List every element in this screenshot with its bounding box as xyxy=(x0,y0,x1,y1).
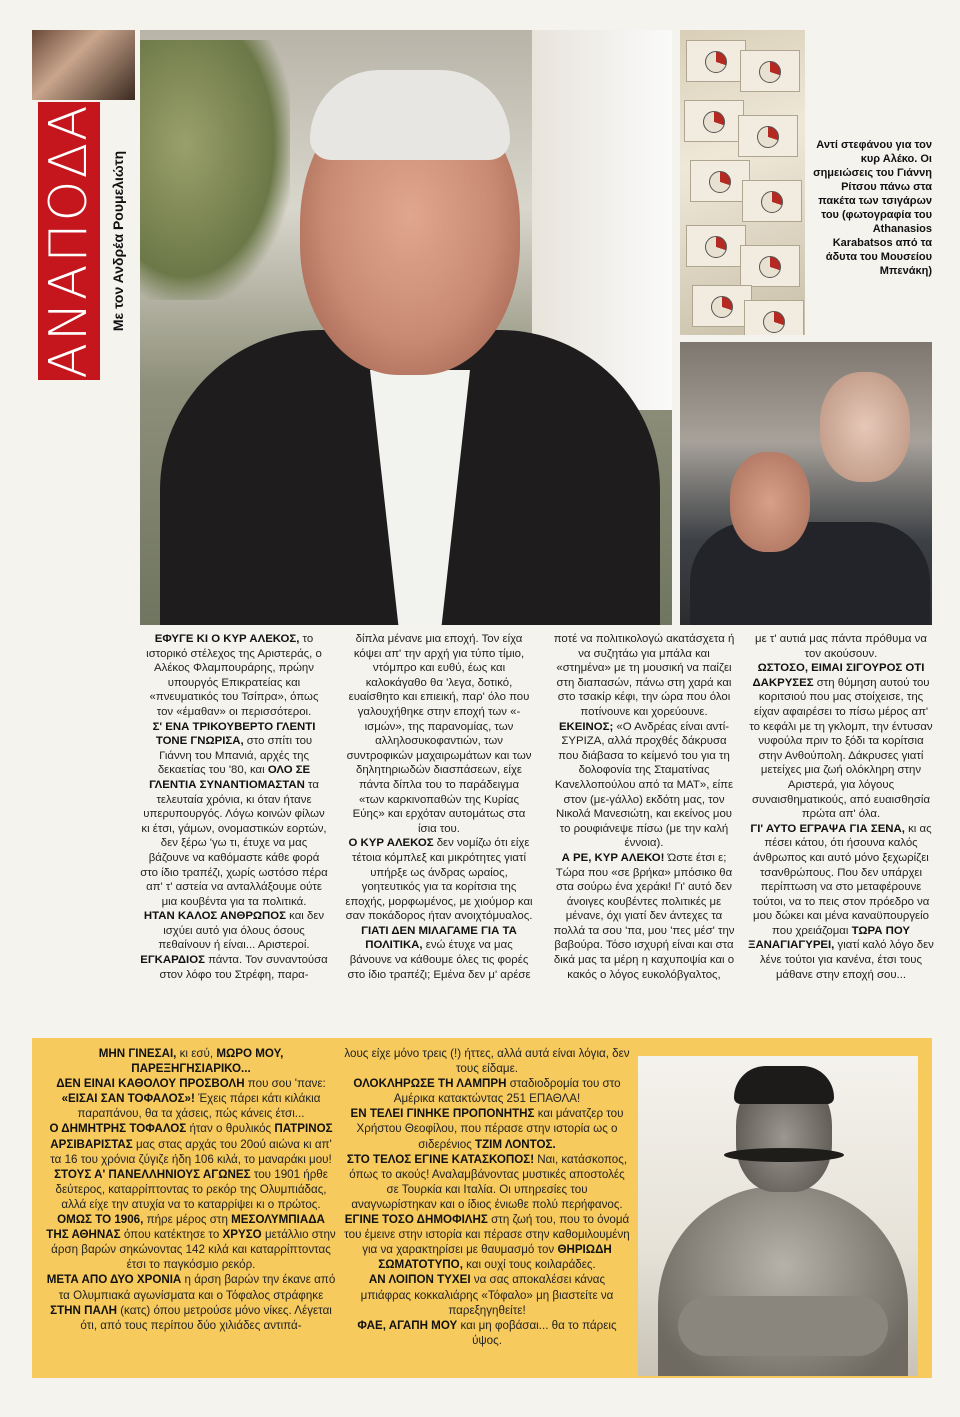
section-title: ΑΝΑΠΟΔΑ xyxy=(39,103,99,379)
article-column-2: δίπλα μένανε μια εποχή. Τον είχα κόψει απ' την αρχή για τύπο τίμιο, ντόμπρο και ευθύ, έως και καλοκάγαθο θα 'λεγα, δοτικό, ευαίσθητο και επιεική, παρ' όλο που γαλουχήθηκε στην εποχή των «-ισμών», της παρανομίας, των αλληλοσυκοφαντιών, των συντροφικών μαχαιρωμάτων και των δηλητηριωδών διασπάσεων, είχε πάντα δίπλα του το παράδειγμα «των καρκινοπαθών της Κυρίας Εύης» και ερχόταν αυτομάτως στα ίσια του. Ο ΚΥΡ ΑΛΕΚΟΣ δεν νομίζω ότι είχε τέτοια κόμπλεξ και μικρότητες γιατί υπήρξε ως άνδρας ωραίος, γοητευτικός για τα κορίτσια της εποχής, μορφωμένος, με χιούμορ και σαν ποκάδορος ήταν ανοιχτόμυαλος. ΓΙΑΤΙ ΔΕΝ ΜΙΛΑΓΑΜΕ ΓΙΑ ΤΑ ΠΟΛΙΤΙΚΑ, ενώ έτυχε να μας βάνουνε να κάθουμε όλες τις φορές στο ίδιο τραπέζι; Εμένα δεν μ' αρέσε xyxy=(345,633,533,981)
tofalos-photo xyxy=(638,1056,918,1376)
box-column-1: ΜΗΝ ΓΙΝΕΣΑΙ, κι εσύ, ΜΩΡΟ ΜΟΥ, ΠΑΡΕΞΗΓΗΣΙΑΡΙΚΟ... ΔΕΝ ΕΙΝΑΙ ΚΑΘΟΛΟΥ ΠΡΟΣΒΟΛΗ που σου 'πανε: «ΕΙΣΑΙ ΣΑΝ ΤΟΦΑΛΟΣ»! Έχεις πάρει κάτι κιλάκια παραπάνου, θα τα χάσεις, πώς κάνεις έτσι... Ο ΔΗΜΗΤΡΗΣ ΤΟΦΑΛΟΣ ήταν ο θρυλικός ΠΑΤΡΙΝΟΣ ΑΡΣΙΒΑΡΙΣΤΑΣ μας στας αρχάς του 20ού αιώνα κι απ' τα 16 του χρόνια ζύγιζε ήδη 106 κιλά, το μαναράκι μου! ΣΤΟΥΣ Α' ΠΑΝΕΛΛΗΝΙΟΥΣ ΑΓΩΝΕΣ του 1901 ήρθε δεύτερος, καταρρίπτοντας το ρεκόρ της Ολυμπιάδας, αλλά είχε την ατυχία να το καταρρίψει κι ο πρώτος. ΟΜΩΣ ΤΟ 1906, πήρε μέρος στη ΜΕΣΟΛΥΜΠΙΑΔΑ ΤΗΣ ΑΘΗΝΑΣ όπου κατέκτησε το ΧΡΥΣΟ μετάλλιο στην άρση βαρών σηκώνοντας 142 κιλά και καταρρίπτοντας έτσι το παγκόσμιο ρεκόρ. ΜΕΤΑ ΑΠΟ ΔΥΟ ΧΡΟΝΙΑ η άρση βαρών την έκανε από τα Ολυμπιακά αγωνίσματα και ο Τόφαλος στράφηκε ΣΤΗΝ ΠΑΛΗ (κατς) όπου μετρούσε μόνο νίκες. Λέγεται ότι, από τους περίπου δύο χιλιάδες αντιπά- xyxy=(46,1047,336,1332)
column-header xyxy=(32,30,135,379)
embrace-photo xyxy=(680,342,932,625)
sidebar-box-tofalos xyxy=(32,1038,932,1378)
section-title-banner xyxy=(38,102,100,380)
byline: Με τον Ανδρέα Ρουμελιώτη xyxy=(110,150,126,332)
box-column-2: λους είχε μόνο τρεις (!) ήττες, αλλά αυτά είναι λόγια, δεν τους είδαμε. ΟΛΟΚΛΗΡΩΣΕ ΤΗ ΛΑΜΠΡΗ σταδιοδρομία του στο Αμέρικα κατακτώντας 251 ΕΠΑΘΛΑ! ΕΝ ΤΕΛΕΙ ΓΙΝΗΚΕ ΠΡΟΠΟΝΗΤΗΣ και μάνατζερ του Χρήστου Θεοφίλου, που πέρασε στην ιστορία ως ο σιδερένιος ΤΖΙΜ ΛΟΝΤΟΣ. ΣΤΟ ΤΕΛΟΣ ΕΓΙΝΕ ΚΑΤΑΣΚΟΠΟΣ! Ναι, κατάσκοπος, όπως το ακούς! Αναλαμβάνοντας μυστικές αποστολές σε Τουρκία και Ιταλία. Οι υπηρεσίες του αναγνωρίστηκαν και ο ίδιος ένιωθε πολύ περήφανος. ΕΓΙΝΕ ΤΟΣΟ ΔΗΜΟΦΙΛΗΣ στη ζωή του, που το όνομά του έμεινε στην ιστορία και πέρασε στην καθομιλουμένη για να χαρακτηρίσει με θαυμασμό τον ΘΗΡΙΩΔΗ ΣΩΜΑΤΟΤΥΠΟ, και ουχί τους κοιλαράδες. ΑΝ ΛΟΙΠΟΝ ΤΥΧΕΙ να σας αποκαλέσει κάνας μπιάφρας κοκκαλιάρης «Τόφαλο» μη βιαστείτε να παρεξηγηθείτε! ΦΑΕ, ΑΓΑΠΗ ΜΟΥ και μη φοβάσαι... θα το πάρεις ύψος. xyxy=(344,1047,630,1347)
article-column-1: ΕΦΥΓΕ ΚΙ Ο ΚΥΡ ΑΛΕΚΟΣ, το ιστορικό στέλεχος της Αριστεράς, ο Αλέκος Φλαμπουράρης, πρώην υπουργός Επικρατείας και «πνευματικός του Τσίπρα», όπως τον «έμαθαν» οι περισσότεροι. Σ' ΕΝΑ ΤΡΙΚΟΥΒΕΡΤΟ ΓΛΕΝΤΙ ΤΟΝΕ ΓΝΩΡΙΣΑ, στο σπίτι του Γιάννη του Μπανιά, αρχές της δεκαετίας του '80, και ΟΛΟ ΣΕ ΓΛΕΝΤΙΑ ΣΥΝΑΝΤΙΟΜΑΣΤΑΝ τα τελευταία χρόνια, κι όταν ήτανε υπερυπουργός. Λόγω κοινών φίλων κι έτσι, γάμων, ονομαστικών εορτών, δεν ξέρω 'γω τι, έτυχε να μας βάζουνε να καθόμαστε κάθε φορά στο ίδιο τραπέζι, χωρίς ωστόσο πέρα απ' τ' αστεία να ανταλλάξουμε ούτε μια κουβέντα για τα πολιτικά. ΗΤΑΝ ΚΑΛΟΣ ΑΝΘΡΩΠΟΣ και δεν ισχύει αυτό για όλους όσους πεθαίνουν ή είναι... Αριστεροί. ΕΓΚΑΡΔΙΟΣ πάντα. Τον συναντούσα στον λόφο του Στρέφη, παρα- xyxy=(140,633,328,981)
article-body xyxy=(140,632,935,1024)
cigarette-packs-photo xyxy=(680,30,805,335)
byline-strip xyxy=(104,102,132,380)
article-column-3: ποτέ να πολιτικολογώ ακατάσχετα ή να συζητάω για μπάλα και «στημένα» με τη μουσική να παίζει στη διαπασών, πάνω στη χαρά και στο τσακίρ κέφι, την ώρα που όλοι ποτίνουνε και χορεύουνε. ΕΚΕΙΝΟΣ; «Ο Ανδρέας είναι αντί-ΣΥΡΙΖΑ, αλλά προχθές δάκρυσα που διάβασα το κείμενό του για τη δολοφονία της Σταματίνας Κανελλοπούλου από τα ΜΑΤ», είπε στον (με-γάλλο) εκδότη μας, τον Νικολά Μανεσιώτη, και εκείνος μου το ρουφιάνεψε πίσω (με την καλή έννοια). Α ΡΕ, ΚΥΡ ΑΛΕΚΟ! Ώστε έτσι ε; Τώρα που «σε βρήκα» μπόσικο θα στα σούρω ένα χεράκι! Γι' αυτό δεν άνοιγες κουβέντες πολιτικές με μένανε, όχι γιατί δεν άντεχες τα πολλά τα σου 'πα, μου 'πες μέσ' την βαβούρα. Τόσο ισχυρή είναι και στα δικά μας τα μέρη η καχυποψία και ο κακός ο λόγος ευκολόβγαλτος, xyxy=(553,633,735,981)
photo-caption: Αντί στεφάνου για τον κυρ Αλέκο. Οι σημειώσεις του Γιάννη Ρίτσου πάνω στα πακέτα των τσιγάρων του (φωτογραφία του Athanasios Karabatsos από τα άδυτα του Μουσείου Μπενάκη) xyxy=(813,139,932,277)
main-portrait-photo xyxy=(140,30,672,625)
author-thumbnail xyxy=(32,30,135,100)
article-column-4: με τ' αυτιά μας πάντα πρόθυμα να τον ακούσουν. ΩΣΤΟΣΟ, ΕΙΜΑΙ ΣΙΓΟΥΡΟΣ ΟΤΙ ΔΑΚΡΥΣΕΣ στη θύμηση αυτού του κοριτσιού που μας στοίχεισε, της είχαν αφαιρέσει το πίσω μέρος απ' το κεφάλι με τη γκλομπ, την έντυσαν νυφούλα πριν το ξόδι τα κορίτσια στην Ανθούπολη. Δάκρυσες γιατί μετείχες μια ζωή ολόκληρη στην Αριστερά, για λόγους συναισθηματικούς, από ευαισθησία πρώτα απ' όλα. ΓΙ' ΑΥΤΟ ΕΓΡΑΨΑ ΓΙΑ ΣΕΝΑ, κι ας πέσει κάτου, ότι ήσουνα καλός άνθρωπος και αυτό μόνο ξεχωρίζει τσανθρώπους. Που δεν υπάρχει περίπτωση να στο μεταφέρουνε τούτοι, να το πεις στον πρόεδρο να μου δώκει και μένα καναϋπουργείο που χρειάζομαι ΤΩΡΑ ΠΟΥ ΞΑΝΑΓΙΑΓΥΡΕΙ, γιατί καλό λόγο δεν λένε τούτοι για κανένα, έτσι τους μάθανε στην εποχή σου... xyxy=(748,633,934,981)
